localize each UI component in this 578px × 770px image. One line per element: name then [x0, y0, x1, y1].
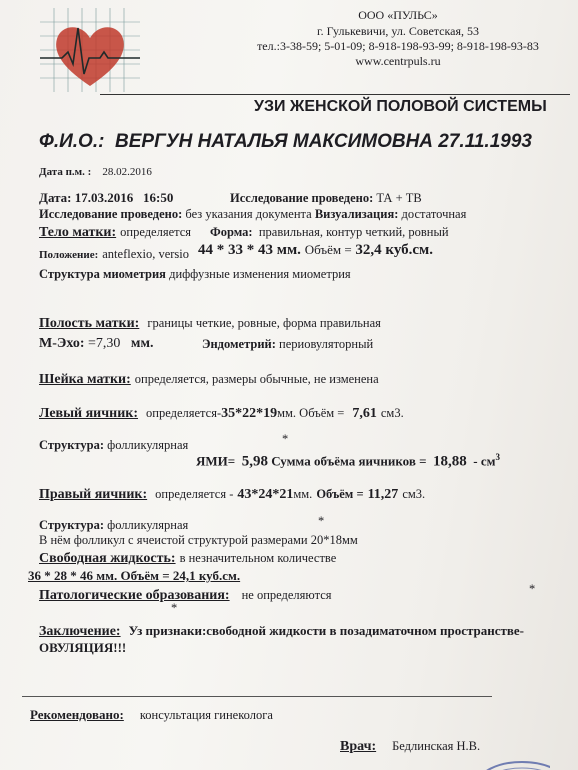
- clinic-website: www.centrpuls.ru: [355, 54, 441, 68]
- report-title: УЗИ ЖЕНСКОЙ ПОЛОВОЙ СИСТЕМЫ: [254, 98, 547, 115]
- exam-doc-label: Исследование проведено:: [39, 207, 183, 221]
- recommendation-label: Рекомендовано:: [30, 707, 124, 722]
- recommendation-rule: [22, 696, 492, 697]
- right-ovary-label: Правый яичник:: [39, 487, 148, 502]
- left-ovary-unit: мм. Объём =: [277, 406, 345, 420]
- uterus-line: [39, 223, 191, 241]
- mecho-unit: мм.: [130, 336, 154, 351]
- stamp-mark-icon: [470, 748, 550, 770]
- cavity-line: [39, 314, 381, 332]
- lmp-value: 28.02.2016: [102, 166, 152, 178]
- pathology-asterisk-right: *: [529, 582, 536, 596]
- right-ovary-follicle-note: В нём фолликул с ячеистой структурой размерами 20*18мм: [39, 533, 358, 547]
- myometrium-label: Структура миометрия: [39, 267, 166, 281]
- clinic-name: ООО «ПУЛЬС»: [358, 8, 438, 22]
- ovary-index-value: 5,98: [241, 453, 268, 470]
- free-fluid-line: [39, 549, 336, 567]
- endometrium-value: периовуляторный: [279, 337, 374, 351]
- right-ovary-structure-label: Структура:: [39, 518, 104, 532]
- free-fluid-size: 36 * 28 * 46 мм. Объём = 24,1 куб.см.: [28, 568, 241, 583]
- ovary-sum-value: 18,88: [433, 453, 467, 470]
- left-ovary-line: [39, 404, 404, 422]
- uterus-form-label: Форма:: [210, 225, 253, 239]
- ovary-sum-sup: 3: [495, 452, 500, 462]
- pathology-line: [39, 586, 332, 604]
- doctor-line: [340, 737, 480, 755]
- conclusion-label: Заключение:: [39, 624, 121, 639]
- clinic-address: г. Гулькевичи, ул. Советская, 53: [317, 24, 479, 38]
- ovary-sum-label: Сумма объёма яичников =: [271, 453, 427, 469]
- uterus-position-line: [39, 245, 189, 263]
- ovary-index-label: ЯМИ=: [196, 453, 236, 469]
- myometrium-line: [39, 267, 351, 282]
- free-fluid-label: Свободная жидкость:: [39, 551, 176, 566]
- exam-method-value: ТА + ТВ: [376, 191, 422, 205]
- endometrium-line: [202, 337, 373, 352]
- left-ovary-structure-label: Структура:: [39, 438, 104, 452]
- mecho-value: =7,30: [88, 336, 121, 351]
- doctor-name: Бедлинская Н.В.: [392, 739, 481, 753]
- right-ovary-asterisk: *: [318, 514, 325, 528]
- left-ovary-volume-unit: см3.: [380, 406, 404, 420]
- right-ovary-volume-label: Объём =: [316, 487, 364, 501]
- right-ovary-structure-value: фолликулярная: [107, 518, 189, 532]
- uterus-form-value: правильная, контур четкий, ровный: [258, 225, 449, 239]
- exam-date-value: 17.03.2016: [74, 190, 134, 205]
- uterus-volume-value: 32,4 куб.см.: [355, 242, 434, 258]
- pathology-asterisk-below: *: [171, 601, 178, 615]
- exam-method-label: Исследование проведено:: [230, 191, 374, 205]
- cervix-value: определяется, размеры обычные, не изменена: [134, 372, 379, 386]
- cervix-line: [39, 370, 379, 388]
- lmp-line: [39, 166, 152, 178]
- patient-name: ВЕРГУН НАТАЛЬЯ МАКСИМОВНА 27.11.1993: [115, 131, 532, 152]
- exam-date-label: Дата:: [39, 190, 72, 205]
- visualization-label: Визуализация:: [314, 207, 399, 221]
- patient-label: Ф.И.О.:: [39, 131, 105, 152]
- left-ovary-volume: 7,61: [352, 406, 377, 421]
- recommendation-line: [30, 706, 273, 724]
- cervix-label: Шейка матки:: [39, 372, 131, 387]
- header-rule: [100, 94, 570, 95]
- uterus-position-value: anteflexio, versio: [102, 247, 190, 261]
- conclusion-text: Уз признаки:свободной жидкости в позадиматочном пространстве-: [128, 623, 525, 638]
- visualization-value: достаточная: [401, 207, 467, 221]
- uterus-size-line: [198, 242, 433, 259]
- right-ovary-unit: мм.: [293, 487, 313, 501]
- exam-doc-line: [39, 207, 466, 222]
- right-ovary-structure-line: [39, 518, 188, 533]
- ovary-sum-unit: - см: [473, 453, 496, 469]
- uterus-form-line: [210, 225, 449, 240]
- cavity-value: границы четкие, ровные, форма правильная: [147, 316, 381, 330]
- left-ovary-value: определяется-: [146, 406, 222, 420]
- recommendation-value: консультация гинеколога: [139, 708, 273, 722]
- exam-doc-value: без указания документа: [185, 207, 312, 221]
- left-ovary-size: 35*22*19: [221, 406, 278, 421]
- doctor-label: Врач:: [340, 739, 377, 754]
- left-ovary-asterisk: *: [282, 432, 289, 446]
- uterus-volume-label: Объём =: [304, 242, 352, 257]
- uterus-value: определяется: [120, 225, 192, 239]
- exam-date-line: [39, 190, 173, 206]
- free-fluid-value: в незначительном количестве: [179, 551, 337, 565]
- exam-time-value: 16:50: [142, 190, 174, 205]
- exam-method-line: [230, 191, 422, 206]
- patient-line: [39, 131, 532, 153]
- pathology-value: не определяются: [241, 588, 332, 602]
- right-ovary-line: [39, 485, 425, 503]
- uterus-position-label: Положение:: [39, 249, 99, 261]
- clinic-phones: тел.:3-38-59; 5-01-09; 8-918-198-93-99; 8-918-198-93-83: [257, 39, 539, 53]
- right-ovary-size: 43*24*21: [237, 487, 294, 502]
- myometrium-value: диффузные изменения миометрия: [169, 267, 351, 281]
- right-ovary-value: определяется -: [155, 487, 234, 501]
- endometrium-label: Эндометрий:: [202, 337, 276, 351]
- ovary-index-line: [196, 452, 500, 470]
- left-ovary-structure-value: фолликулярная: [107, 438, 189, 452]
- right-ovary-volume-unit: см3.: [402, 487, 426, 501]
- left-ovary-structure-line: [39, 438, 188, 453]
- mecho-label: М-Эхо:: [39, 336, 85, 351]
- cavity-label: Полость матки:: [39, 316, 140, 331]
- uterus-label: Тело матки:: [39, 225, 117, 240]
- lmp-label: Дата п.м. :: [39, 166, 92, 178]
- pathology-label: Патологические образования:: [39, 588, 230, 603]
- conclusion-line: [39, 622, 524, 640]
- conclusion-ovulation: ОВУЛЯЦИЯ!!!: [39, 640, 127, 655]
- uterus-size: 44 * 33 * 43 мм.: [198, 242, 301, 258]
- right-ovary-volume: 11,27: [367, 487, 399, 502]
- heart-logo-icon: [40, 8, 140, 92]
- mecho-line: [39, 336, 153, 352]
- left-ovary-label: Левый яичник:: [39, 406, 139, 421]
